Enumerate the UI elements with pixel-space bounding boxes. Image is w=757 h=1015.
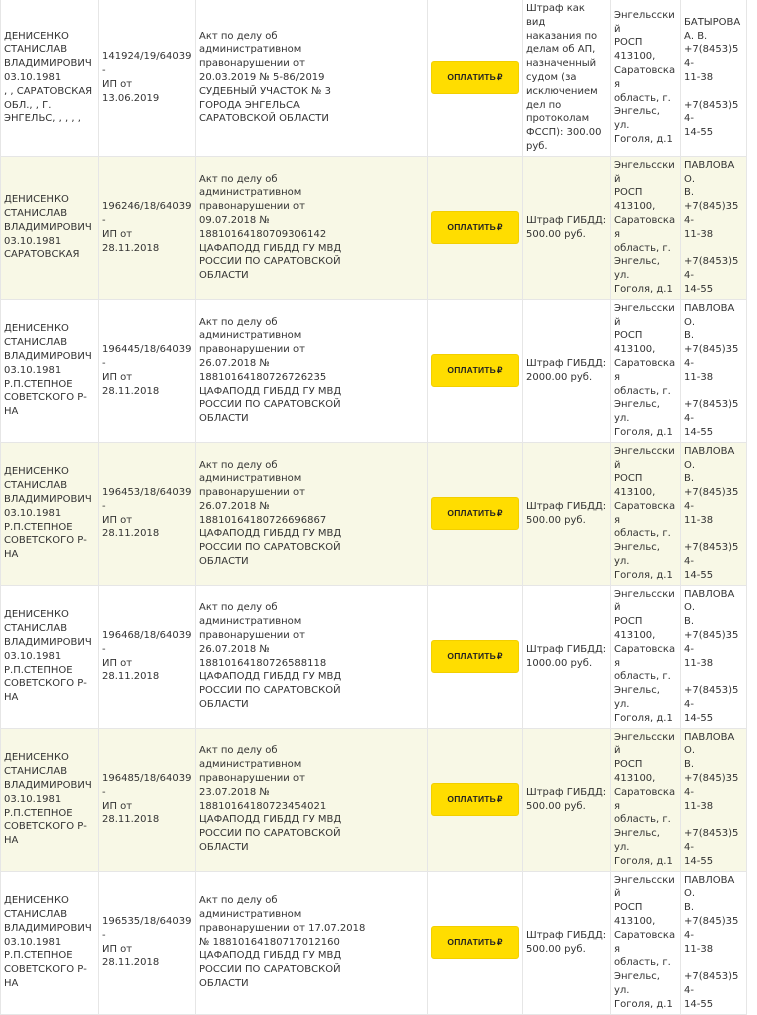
debtor-cell (1, 728, 99, 871)
department-text: Энгельсский РОСП 413100, Саратовская область, г. Энгельс, ул. Гоголя, д.1 (614, 588, 676, 724)
bailiff-cell (681, 299, 747, 442)
pay-cell (428, 156, 523, 299)
bailiff-cell (681, 0, 747, 156)
proceeding-number: 196535/18/64039- ИП от 28.11.2018 (102, 916, 192, 969)
department-text: Энгельсский РОСП 413100, Саратовская область, г. Энгельс, ул. Гоголя, д.1 (614, 731, 676, 867)
debtor-cell (1, 871, 99, 1014)
pay-button[interactable] (431, 61, 519, 94)
department-text: Энгельсский РОСП 413100, Саратовская область, г. Энгельс, ул. Гоголя, д.1 (614, 445, 676, 581)
subject-cell (523, 156, 611, 299)
execution-subject: Штраф ГИБДД: 1000.00 руб. (526, 643, 607, 669)
debtor-cell (1, 442, 99, 585)
proceeding-number: 196445/18/64039- ИП от 28.11.2018 (102, 344, 192, 397)
department-text: Энгельсский РОСП 413100, Саратовская область, г. Энгельс, ул. Гоголя, д.1 (614, 159, 676, 295)
department-cell (611, 728, 681, 871)
pay-button-label: ОПЛАТИТЬ (447, 936, 496, 947)
details-cell (196, 728, 428, 871)
details-cell (196, 585, 428, 728)
table-row (1, 871, 747, 1014)
pay-button[interactable] (431, 640, 519, 673)
document-details: Акт по делу об административном правонарушении от 26.07.2018 № 18810164180726696867 ЦАФАПОДД ГИБДД ГУ МВД РОССИИ ПО САРАТОВСКОЙ ОБЛАСТИ (199, 459, 342, 568)
pay-cell (428, 585, 523, 728)
proceeding-number: 196468/18/64039- ИП от 28.11.2018 (102, 630, 192, 683)
table-row (1, 442, 747, 585)
execution-subject: Штраф как вид наказания по делам об АП, назначенный судом (за исключением дел по протоколам ФССП): 300.00 руб. (526, 3, 602, 152)
pay-button-label: ОПЛАТИТЬ (447, 507, 496, 518)
table-row (1, 728, 747, 871)
pay-button[interactable] (431, 497, 519, 530)
debtor-text: ДЕНИСЕНКО СТАНИСЛАВ ВЛАДИМИРОВИЧ 03.10.1981 Р.П.СТЕПНОЕ СОВЕТСКОГО Р- НА (4, 609, 92, 704)
document-details: Акт по делу об административном правонарушении от 09.07.2018 № 18810164180709306142 ЦАФАПОДД ГИБДД ГУ МВД РОССИИ ПО САРАТОВСКОЙ ОБЛАСТИ (199, 173, 342, 282)
debtor-cell (1, 585, 99, 728)
subject-cell (523, 299, 611, 442)
pay-button-label: ОПЛАТИТЬ (447, 793, 496, 804)
bailiff-text: ПАВЛОВА О. В. +7(845)354- 11-38 +7(8453)54- 14-55 (684, 588, 739, 724)
department-text: Энгельсский РОСП 413100, Саратовская область, г. Энгельс, ул. Гоголя, д.1 (614, 874, 676, 1010)
execution-subject: Штраф ГИБДД: 500.00 руб. (526, 214, 607, 240)
debtor-cell (1, 0, 99, 156)
debtor-text: ДЕНИСЕНКО СТАНИСЛАВ ВЛАДИМИРОВИЧ 03.10.1981 , , САРАТОВСКАЯ ОБЛ., , Г. ЭНГЕЛЬС, , , , , (4, 30, 93, 125)
ruble-icon: ₽ (497, 364, 503, 375)
bailiff-cell (681, 585, 747, 728)
pay-button-label: ОПЛАТИТЬ (447, 650, 496, 661)
bailiff-text: БАТЫРОВА А. В. +7(8453)54- 11-38 +7(8453)54- 14-55 (684, 16, 741, 139)
table-row (1, 156, 747, 299)
debtor-text: ДЕНИСЕНКО СТАНИСЛАВ ВЛАДИМИРОВИЧ 03.10.1981 Р.П.СТЕПНОЕ СОВЕТСКОГО Р- НА (4, 752, 92, 847)
department-cell (611, 156, 681, 299)
subject-cell (523, 728, 611, 871)
proceeding-number: 196453/18/64039- ИП от 28.11.2018 (102, 487, 192, 540)
debtor-text: ДЕНИСЕНКО СТАНИСЛАВ ВЛАДИМИРОВИЧ 03.10.1981 Р.П.СТЕПНОЕ СОВЕТСКОГО Р- НА (4, 323, 92, 418)
bailiff-cell (681, 442, 747, 585)
table-row (1, 585, 747, 728)
ruble-icon: ₽ (497, 793, 503, 804)
debtor-text: ДЕНИСЕНКО СТАНИСЛАВ ВЛАДИМИРОВИЧ 03.10.1981 Р.П.СТЕПНОЕ СОВЕТСКОГО Р- НА (4, 466, 92, 561)
proceeding-number: 196485/18/64039- ИП от 28.11.2018 (102, 773, 192, 826)
execution-subject: Штраф ГИБДД: 500.00 руб. (526, 786, 607, 812)
proceeding-cell (99, 0, 196, 156)
debtor-text: ДЕНИСЕНКО СТАНИСЛАВ ВЛАДИМИРОВИЧ 03.10.1981 САРАТОВСКАЯ (4, 194, 92, 261)
bailiff-cell (681, 728, 747, 871)
document-details: Акт по делу об административном правонарушении от 23.07.2018 № 18810164180723454021 ЦАФАПОДД ГИБДД ГУ МВД РОССИИ ПО САРАТОВСКОЙ ОБЛАСТИ (199, 745, 342, 854)
bailiff-cell (681, 871, 747, 1014)
department-text: Энгельсский РОСП 413100, Саратовская область, г. Энгельс, ул. Гоголя, д.1 (614, 9, 676, 146)
pay-cell (428, 871, 523, 1014)
details-cell (196, 156, 428, 299)
department-cell (611, 0, 681, 156)
document-details: Акт по делу об административном правонарушении от 20.03.2019 № 5-86/2019 СУДЕБНЫЙ УЧАСТОК № 3 ГОРОДА ЭНГЕЛЬСА САРАТОВСКОЙ ОБЛАСТИ (199, 30, 332, 125)
pay-cell (428, 0, 523, 156)
execution-subject: Штраф ГИБДД: 2000.00 руб. (526, 357, 607, 383)
pay-button-label: ОПЛАТИТЬ (447, 71, 496, 82)
details-cell (196, 299, 428, 442)
ruble-icon: ₽ (497, 71, 503, 82)
proceeding-cell (99, 871, 196, 1014)
pay-cell (428, 728, 523, 871)
department-cell (611, 585, 681, 728)
pay-button[interactable] (431, 926, 519, 959)
bailiff-text: ПАВЛОВА О. В. +7(845)354- 11-38 +7(8453)54- 14-55 (684, 874, 739, 1010)
details-cell (196, 442, 428, 585)
bailiff-text: ПАВЛОВА О. В. +7(845)354- 11-38 +7(8453)54- 14-55 (684, 445, 739, 581)
details-cell (196, 0, 428, 156)
department-cell (611, 442, 681, 585)
proceeding-cell (99, 442, 196, 585)
details-cell (196, 871, 428, 1014)
pay-cell (428, 442, 523, 585)
pay-button[interactable] (431, 211, 519, 244)
subject-cell (523, 0, 611, 156)
table-row (1, 299, 747, 442)
execution-subject: Штраф ГИБДД: 500.00 руб. (526, 500, 607, 526)
ruble-icon: ₽ (497, 221, 503, 232)
table-row (1, 0, 747, 156)
department-text: Энгельсский РОСП 413100, Саратовская область, г. Энгельс, ул. Гоголя, д.1 (614, 302, 676, 438)
bailiff-cell (681, 156, 747, 299)
pay-button[interactable] (431, 354, 519, 387)
subject-cell (523, 871, 611, 1014)
pay-cell (428, 299, 523, 442)
bailiff-text: ПАВЛОВА О. В. +7(845)354- 11-38 +7(8453)54- 14-55 (684, 731, 739, 867)
debtor-text: ДЕНИСЕНКО СТАНИСЛАВ ВЛАДИМИРОВИЧ 03.10.1981 Р.П.СТЕПНОЕ СОВЕТСКОГО Р- НА (4, 895, 92, 990)
pay-button[interactable] (431, 783, 519, 816)
subject-cell (523, 585, 611, 728)
department-cell (611, 871, 681, 1014)
pay-button-label: ОПЛАТИТЬ (447, 221, 496, 232)
document-details: Акт по делу об административном правонарушении от 26.07.2018 № 18810164180726588118 ЦАФАПОДД ГИБДД ГУ МВД РОССИИ ПО САРАТОВСКОЙ ОБЛАСТИ (199, 602, 342, 711)
proceeding-cell (99, 299, 196, 442)
bailiff-text: ПАВЛОВА О. В. +7(845)354- 11-38 +7(8453)54- 14-55 (684, 159, 739, 295)
department-cell (611, 299, 681, 442)
debtor-cell (1, 156, 99, 299)
proceeding-cell (99, 728, 196, 871)
proceeding-cell (99, 156, 196, 299)
ruble-icon: ₽ (497, 507, 503, 518)
bailiff-text: ПАВЛОВА О. В. +7(845)354- 11-38 +7(8453)54- 14-55 (684, 302, 739, 438)
debtor-cell (1, 299, 99, 442)
ruble-icon: ₽ (497, 650, 503, 661)
execution-subject: Штраф ГИБДД: 500.00 руб. (526, 929, 607, 955)
proceeding-cell (99, 585, 196, 728)
subject-cell (523, 442, 611, 585)
document-details: Акт по делу об административном правонарушении от 17.07.2018 № 18810164180717012160 ЦАФАПОДД ГИБДД ГУ МВД РОССИИ ПО САРАТОВСКОЙ ОБЛАСТИ (199, 895, 366, 990)
document-details: Акт по делу об административном правонарушении от 26.07.2018 № 18810164180726726235 ЦАФАПОДД ГИБДД ГУ МВД РОССИИ ПО САРАТОВСКОЙ ОБЛАСТИ (199, 316, 342, 425)
ruble-icon: ₽ (497, 936, 503, 947)
pay-button-label: ОПЛАТИТЬ (447, 364, 496, 375)
proceeding-number: 141924/19/64039- ИП от 13.06.2019 (102, 51, 192, 104)
proceeding-number: 196246/18/64039- ИП от 28.11.2018 (102, 201, 192, 254)
